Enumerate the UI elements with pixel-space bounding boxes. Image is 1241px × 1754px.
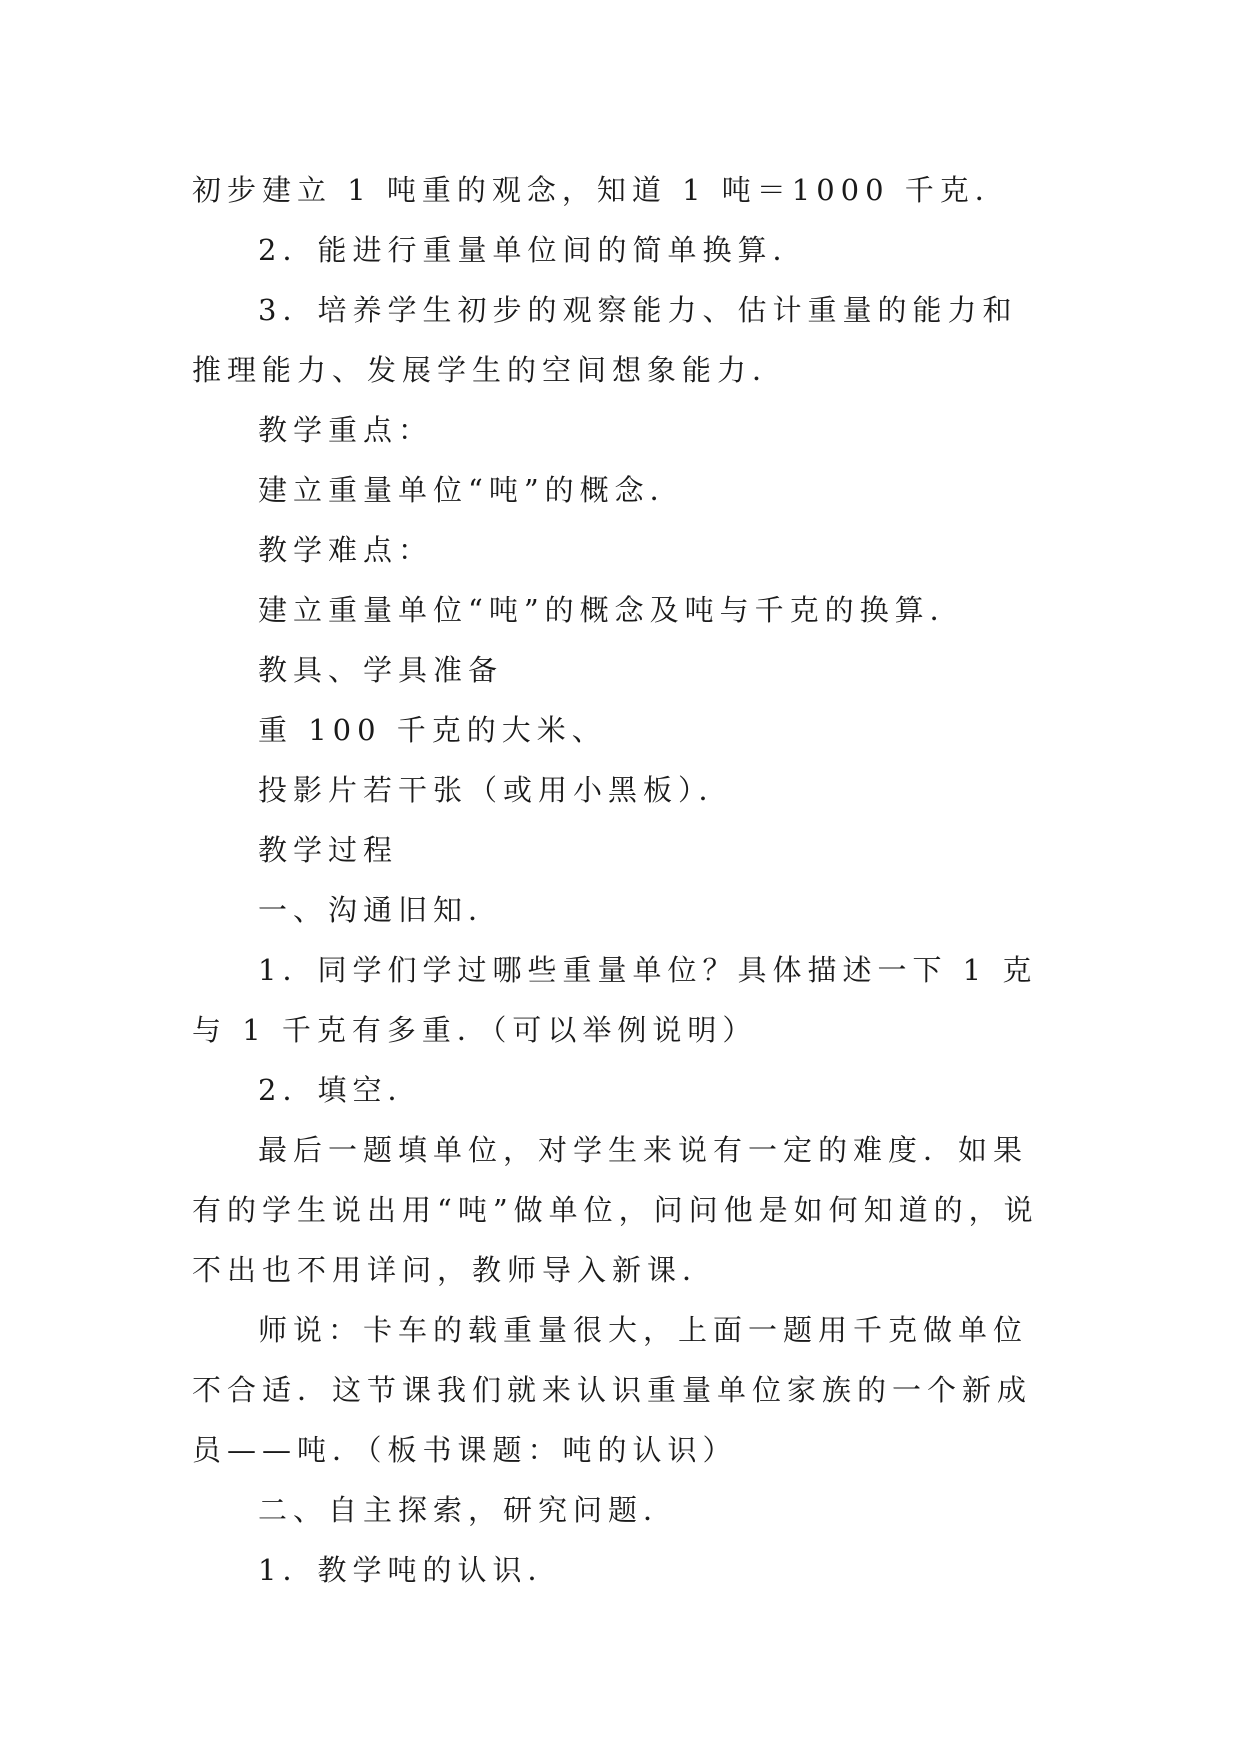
paragraph-difficulties: 建立重量单位“吨”的概念及吨与千克的换算． bbox=[258, 593, 965, 627]
paragraph-key-points: 建立重量单位“吨”的概念． bbox=[258, 473, 685, 507]
paragraph-objective-3: 3．培养学生初步的观察能力、估计重量的能力和推理能力、发展学生的空间想象能力． bbox=[192, 293, 1018, 387]
paragraph-fill-blank: 2．填空． bbox=[258, 1073, 423, 1107]
paragraph-materials-rice: 重 100 千克的大米、 bbox=[258, 713, 607, 747]
paragraph-objective-1-continued: 初步建立 1 吨重的观念，知道 1 吨＝1000 千克． bbox=[192, 173, 1010, 207]
paragraph-last-question: 最后一题填单位，对学生来说有一定的难度．如果有的学生说出用“吨”做单位，问问他是如何知道的，说不出也不用详问，教师导入新课． bbox=[192, 1133, 1039, 1287]
heading-process: 教学过程 bbox=[258, 833, 399, 867]
document-body bbox=[192, 160, 1052, 1600]
paragraph-teacher-says: 师说：卡车的载重量很大，上面一题用千克做单位不合适．这节课我们就来认识重量单位家族的一个新成员——吨．（板书课题：吨的认识） bbox=[192, 1313, 1033, 1467]
heading-section-2: 二、自主探索，研究问题． bbox=[258, 1493, 679, 1527]
heading-section-1: 一、沟通旧知． bbox=[258, 893, 504, 927]
paragraph-materials-slides: 投影片若干张（或用小黑板）． bbox=[258, 773, 734, 807]
paragraph-question-1: 1．同学们学过哪些重量单位？具体描述一下 1 克与 1 千克有多重．（可以举例说明） bbox=[192, 953, 1038, 1047]
paragraph-objective-2: 2．能进行重量单位间的简单换算． bbox=[258, 233, 808, 267]
heading-key-points: 教学重点： bbox=[258, 413, 434, 447]
heading-difficulties: 教学难点： bbox=[258, 533, 434, 567]
paragraph-teach-ton: 1．教学吨的认识． bbox=[258, 1553, 563, 1587]
heading-materials: 教具、学具准备 bbox=[258, 653, 504, 687]
